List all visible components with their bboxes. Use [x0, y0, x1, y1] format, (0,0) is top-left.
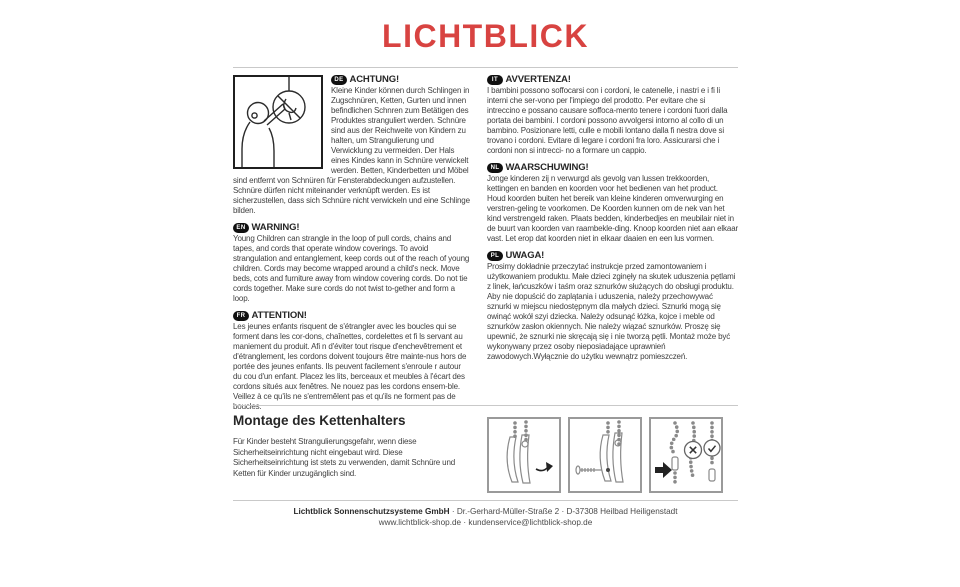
chain-holder-rotate-icon — [489, 419, 559, 491]
lang-badge-it: IT — [487, 75, 503, 85]
column-right — [487, 74, 738, 368]
divider-footer — [233, 500, 738, 501]
warning-body-it: I bambini possono soffocarsi con i cordoni, le catenelle, i nastri e i fi li interni che ser-vono per l'impiego del prodotto. Per evitare che si intreccino e possano causare soffoca-mento tenere i cordoni fuori dalla portata dei bambini. I cordoni possono avvolgersi intorno al collo di un bambino. Posizionare letti, culle e mobili lontano dalla fi nestra dove si trovano i cordoni. Evitare di legare i cordoni fra loro. Assicurarsi che i cordoni non si intrecci- no a formare un cappio. — [487, 86, 728, 155]
lang-badge-nl: NL — [487, 163, 503, 173]
warning-title-it: AVVERTENZA! — [505, 74, 571, 85]
divider-top — [233, 67, 738, 68]
lang-badge-de: DE — [331, 75, 347, 85]
warning-title-fr: ATTENTION! — [251, 310, 307, 321]
montage-title: Montage des Kettenhalters — [233, 413, 406, 428]
lang-badge-en: EN — [233, 223, 249, 233]
child-reaching-cord-icon — [235, 77, 321, 167]
footer — [233, 506, 738, 528]
lang-badge-pl: PL — [487, 251, 503, 261]
warning-heading-en — [233, 222, 471, 233]
warning-title-de: ACHTUNG! — [349, 74, 399, 85]
footer-address-line — [233, 506, 738, 517]
lang-badge-fr: FR — [233, 311, 249, 321]
warning-heading-it — [487, 74, 738, 85]
montage-body: Für Kinder besteht Strangulierungsgefahr, wenn diese Sicherheitseinrichtung nicht eingebaut wird. Diese Sicherheitseinrichtung ist stets zu verwenden, damit Schnüre und Ketten für Kinder unzugänglich sind. — [233, 437, 456, 478]
footer-contact-line: www.lichtblick-shop.de · kundenservice@lichtblick-shop.de — [378, 518, 593, 527]
warning-body-de: Kleine Kinder können durch Schlingen in Zugschnüren, Ketten, Gurten und innen befindlichen Schnren zum Betätigen des Produktes stranguliert werden. Schnüre sind aus der Reichweite von Kindern zu halten, um Strangulierung und Verwicklung zu vermeiden. Der Hals eines Kindes kann in Schnüre verwickelt werden. Betten, Kinderbetten und Möbel sind entfernt von Schnüren für Fensterabdeckungen aufzustellen. Schnüre dürfen nicht miteinander verknüpft werden. Es ist sicherzustellen, dass sich Schnüre nicht verwickeln und eine Schlinge bilden. — [233, 86, 470, 215]
warning-title-en: WARNING! — [251, 222, 300, 233]
montage-step-3 — [649, 417, 723, 493]
chain-holder-screw-icon — [570, 419, 640, 491]
warning-body-nl: Jonge kinderen zij n verwurgd als gevolg van lussen trekkoorden, kettingen en banden en koorden voor het bedienen van het product. Houd koorden buiten het bereik van kleine kinderen omverwurging en verstren-geling te voorkomen. De Koorden kunnen om de nek van het kind verstrengeld raken. Plaats bedden, kinderbedjes en meubilair niet in de buurt van koorden van raambekle-ding. Knoop koorden niet aan elkaar vast. Let erop dat koorden niet in elkaar daaien en een lus vormen. — [487, 174, 739, 243]
footer-company: Lichtblick Sonnenschutzsysteme GmbH — [293, 507, 450, 516]
divider-montage — [233, 405, 738, 406]
footer-address: · Dr.-Gerhard-Müller-Straße 2 · D-37308 Heilbad Heiligenstadt — [451, 507, 678, 516]
child-cord-warning-illustration — [233, 75, 323, 169]
warning-title-nl: WAARSCHUWING! — [505, 162, 589, 173]
warning-body-en: Young Children can strangle in the loop of pull cords, chains and tapes, and cords that operate window coverings. To avoid strangulation and entanglement, keep cords out of the reach of young children. Cords may become wrapped around a child's neck. Move beds, cots and furniture away from window covering cords. Do not tie cords together. Make sure cords do not twist to-gether and form a loop. — [233, 234, 470, 303]
montage-step-1 — [487, 417, 561, 493]
logo: LICHTBLICK — [382, 18, 589, 54]
montage-step-2 — [568, 417, 642, 493]
montage-step-illustrations — [487, 417, 723, 493]
warning-body-fr: Les jeunes enfants risquent de s'étrangler avec les boucles qui se forment dans les cor-dons, chaînettes, cordelettes et fi ls servant au maniement du produit. Afi n d'éviter tout risque d'enchevêtrement et d'étranglement, les cordons doivent toujours être mainte-nus hors de portée des jeunes enfants. Ils peuvent facilement s'enroule r autour du cou d'un enfant. Placez les lits, berceaux et meubles à l'écart des cordons situés aux fenêtres. Ne nouez pas les cordons ensem-ble. Veillez à ce qu'ils ne s'entremêlent pas et qu'ils ne forment pas de boucles. — [233, 322, 467, 411]
chain-tension-check-icon — [651, 419, 721, 491]
warning-body-pl: Prosimy dokładnie przeczytać instrukcje przed zamontowaniem i użytkowaniem produktu. Małe dzieci zginęły na skutek uduszenia pętlami z linek, łańcuszków i taśm oraz sznurków służących do obsługi produktu. Aby nie dopuścić do zaplątania i uduszenia, należy przechowywać sznurki w miejscu niedostępnym dla małych dzieci. Sznurki mogą się owinąć wokół szyi dziecka. Należy odsunąć łóżka, kojce i meble od sznurków zasłon okiennych. Nie należy wiązać sznurków. Proszę się upewnić, że sznurki nie skręcają się i nie tworzą pętli. Montaż może być wykonywany przez osoby nieposiadające uprawnień zawodowych.Wyłącznie do użytku wewnątrz pomieszczeń. — [487, 262, 736, 361]
column-left — [233, 74, 471, 418]
warning-heading-nl — [487, 162, 738, 173]
warning-heading-pl — [487, 250, 738, 261]
warning-heading-fr — [233, 310, 471, 321]
warning-title-pl: UWAGA! — [505, 250, 545, 261]
